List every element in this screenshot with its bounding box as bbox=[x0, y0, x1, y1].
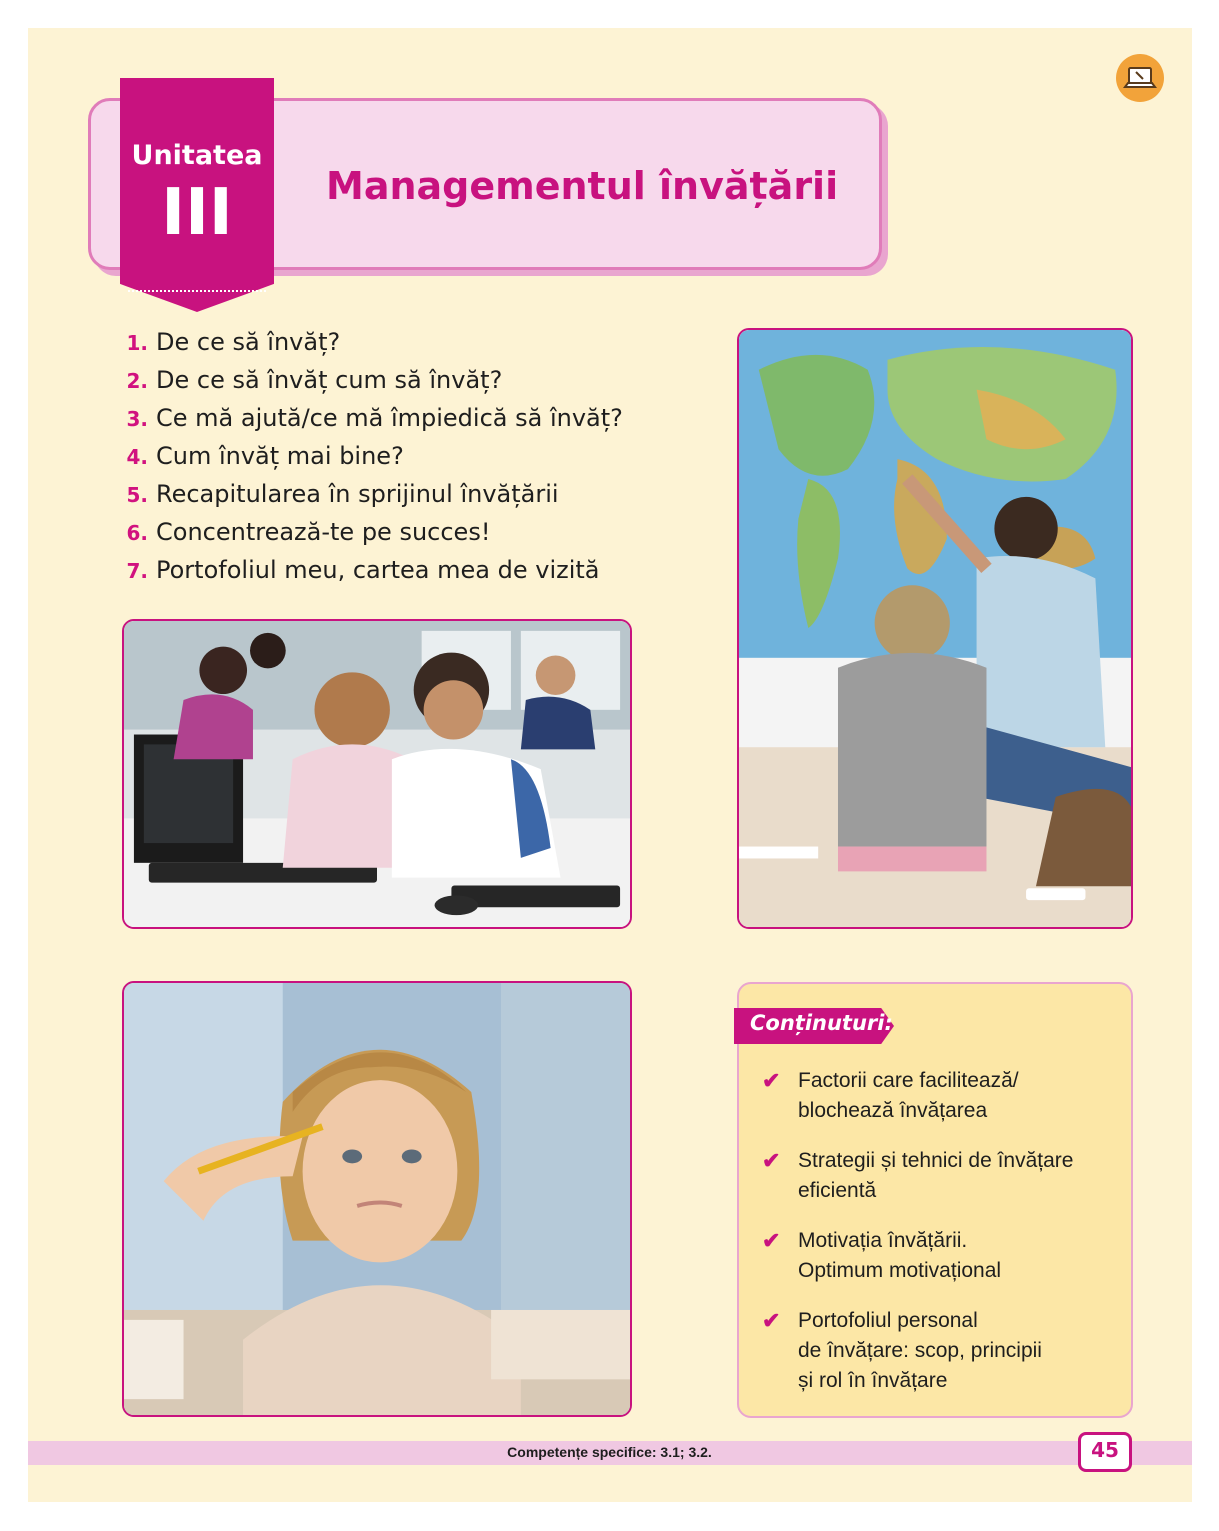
ribbon-stitching bbox=[128, 290, 266, 292]
lesson-number: 3. bbox=[126, 407, 148, 431]
checkmark-icon: ✔ bbox=[762, 1308, 781, 1333]
content-text bbox=[798, 1226, 1001, 1286]
list-item bbox=[762, 1226, 1102, 1286]
list-item bbox=[120, 556, 623, 594]
world-map-photo bbox=[737, 328, 1133, 929]
content-line: și rol în învățare bbox=[798, 1369, 948, 1392]
lesson-title: Recapitularea în sprijinul învățării bbox=[156, 480, 559, 508]
competences-footer: Competențe specifice: 3.1; 3.2. bbox=[507, 1444, 712, 1460]
content-text bbox=[798, 1146, 1073, 1206]
lesson-title: Cum învăț mai bine? bbox=[156, 442, 404, 470]
thinking-boy-photo bbox=[122, 981, 632, 1417]
list-item bbox=[120, 404, 623, 442]
lesson-number: 6. bbox=[126, 521, 148, 545]
lesson-title: Portofoliul meu, cartea mea de vizită bbox=[156, 556, 600, 584]
content-text bbox=[798, 1306, 1042, 1396]
list-item bbox=[120, 366, 623, 404]
content-line: Factorii care facilitează/ bbox=[798, 1069, 1019, 1092]
content-line: Motivația învățării. bbox=[798, 1229, 968, 1252]
laptop-icon bbox=[1116, 54, 1164, 102]
unit-number: III bbox=[161, 176, 233, 250]
contents-list bbox=[762, 1066, 1102, 1416]
page-title: Managementul învățării bbox=[326, 164, 839, 208]
lesson-title: De ce să învăț? bbox=[156, 328, 341, 356]
checkmark-icon: ✔ bbox=[762, 1148, 781, 1173]
list-item bbox=[762, 1066, 1102, 1126]
contents-label: Conținuturi: bbox=[750, 1011, 893, 1035]
lesson-number: 4. bbox=[126, 445, 148, 469]
content-line: Strategii și tehnici de învățare bbox=[798, 1149, 1074, 1172]
lesson-list bbox=[120, 328, 623, 594]
list-item bbox=[120, 442, 623, 480]
content-text bbox=[798, 1066, 1019, 1126]
lesson-title: De ce să învăț cum să învăț? bbox=[156, 366, 503, 394]
list-item bbox=[120, 480, 623, 518]
lesson-number: 7. bbox=[126, 559, 148, 583]
list-item bbox=[762, 1306, 1102, 1396]
content-line: blochează învățarea bbox=[798, 1099, 988, 1122]
list-item bbox=[120, 328, 623, 366]
lesson-number: 1. bbox=[126, 331, 148, 355]
lesson-title: Concentrează-te pe succes! bbox=[156, 518, 491, 546]
lesson-number: 5. bbox=[126, 483, 148, 507]
unit-label: Unitatea bbox=[131, 140, 263, 171]
lesson-title: Ce mă ajută/ce mă împiedică să învăț? bbox=[156, 404, 623, 432]
checkmark-icon: ✔ bbox=[762, 1068, 781, 1093]
list-item bbox=[762, 1146, 1102, 1206]
content-line: eficientă bbox=[798, 1179, 877, 1202]
lesson-number: 2. bbox=[126, 369, 148, 393]
classroom-computer-photo bbox=[122, 619, 632, 929]
content-line: Optimum motivațional bbox=[798, 1259, 1002, 1282]
content-line: Portofoliul personal bbox=[798, 1309, 978, 1332]
checkmark-icon: ✔ bbox=[762, 1228, 781, 1253]
page-number: 45 bbox=[1091, 1438, 1119, 1462]
content-line: de învățare: scop, principii bbox=[798, 1339, 1042, 1362]
list-item bbox=[120, 518, 623, 556]
